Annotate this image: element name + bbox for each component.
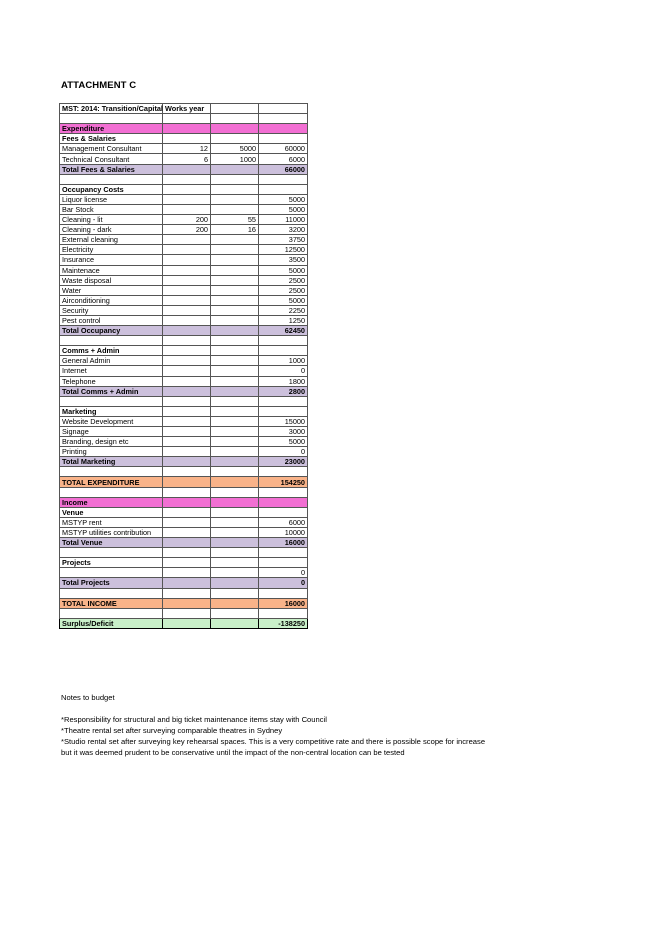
value-cell	[163, 315, 211, 325]
value-cell	[163, 527, 211, 537]
value-cell: 5000	[259, 437, 308, 447]
row-label-cell: Projects	[60, 558, 163, 568]
row-label-cell: Insurance	[60, 255, 163, 265]
row-label-cell: Total Venue	[60, 538, 163, 548]
value-cell: 5000	[211, 144, 259, 154]
row-label-cell: Cleaning - dark	[60, 225, 163, 235]
value-cell	[259, 487, 308, 497]
value-cell	[163, 134, 211, 144]
row-label-cell: General Admin	[60, 356, 163, 366]
value-cell	[211, 598, 259, 608]
table-row	[60, 285, 308, 295]
row-label-cell: External cleaning	[60, 235, 163, 245]
value-cell	[211, 174, 259, 184]
value-cell	[163, 366, 211, 376]
row-label-cell: Security	[60, 305, 163, 315]
value-cell	[163, 275, 211, 285]
row-label-cell	[60, 336, 163, 346]
table-row	[60, 568, 308, 578]
value-cell	[163, 174, 211, 184]
value-cell: 1000	[211, 154, 259, 164]
value-cell	[163, 457, 211, 467]
value-cell	[211, 336, 259, 346]
table-row	[60, 396, 308, 406]
value-cell: 6000	[259, 154, 308, 164]
table-row	[60, 366, 308, 376]
value-cell	[163, 416, 211, 426]
table-row	[60, 245, 308, 255]
value-cell	[259, 507, 308, 517]
value-cell	[163, 477, 211, 487]
table-row	[60, 255, 308, 265]
value-cell	[163, 396, 211, 406]
value-cell: 1800	[259, 376, 308, 386]
value-cell	[259, 497, 308, 507]
value-cell: 16000	[259, 538, 308, 548]
row-label-cell: Technical Consultant	[60, 154, 163, 164]
table-row	[60, 134, 308, 144]
value-cell	[211, 578, 259, 588]
row-label-cell	[60, 487, 163, 497]
value-cell	[211, 356, 259, 366]
row-label-cell: Income	[60, 497, 163, 507]
table-row	[60, 275, 308, 285]
value-cell	[163, 285, 211, 295]
table-row	[60, 174, 308, 184]
table-row	[60, 598, 308, 608]
value-cell	[163, 548, 211, 558]
table-row	[60, 356, 308, 366]
value-cell	[163, 326, 211, 336]
row-label-cell: Airconditioning	[60, 295, 163, 305]
value-cell	[211, 305, 259, 315]
row-label-cell: Maintenace	[60, 265, 163, 275]
value-cell: 62450	[259, 326, 308, 336]
table-row	[60, 164, 308, 174]
row-label-cell: Water	[60, 285, 163, 295]
value-cell: 55	[211, 215, 259, 225]
table-row	[60, 507, 308, 517]
row-label-cell: MST: 2014: Transition/Capital Works year	[60, 104, 163, 114]
value-cell	[211, 326, 259, 336]
value-cell: 12	[163, 144, 211, 154]
table-row	[60, 204, 308, 214]
row-label-cell: Total Projects	[60, 578, 163, 588]
row-label-cell: Marketing	[60, 406, 163, 416]
value-cell	[211, 194, 259, 204]
value-cell	[163, 305, 211, 315]
value-cell	[211, 114, 259, 124]
value-cell	[259, 558, 308, 568]
value-cell	[211, 588, 259, 598]
row-label-cell: Total Comms + Admin	[60, 386, 163, 396]
row-label-cell: Total Marketing	[60, 457, 163, 467]
value-cell	[211, 568, 259, 578]
table-row	[60, 184, 308, 194]
value-cell	[211, 255, 259, 265]
value-cell	[163, 184, 211, 194]
value-cell	[259, 104, 308, 114]
value-cell: 6000	[259, 517, 308, 527]
table-row	[60, 588, 308, 598]
value-cell: 66000	[259, 164, 308, 174]
table-row	[60, 548, 308, 558]
value-cell	[163, 427, 211, 437]
value-cell	[211, 517, 259, 527]
row-label-cell: Total Occupancy	[60, 326, 163, 336]
note-line: but it was deemed prudent to be conservative until the impact of the non-central location can be tested	[61, 748, 405, 757]
value-cell	[163, 406, 211, 416]
value-cell	[211, 477, 259, 487]
value-cell	[163, 467, 211, 477]
value-cell	[163, 295, 211, 305]
value-cell	[211, 386, 259, 396]
note-line: *Studio rental set after surveying key rehearsal spaces. This is a very competitive rate and there is possible scope for increase	[61, 737, 486, 746]
value-cell	[163, 194, 211, 204]
value-cell	[163, 447, 211, 457]
table-row	[60, 497, 308, 507]
value-cell: 5000	[259, 265, 308, 275]
value-cell	[259, 467, 308, 477]
row-label-cell: Fees & Salaries	[60, 134, 163, 144]
row-label-cell	[60, 588, 163, 598]
value-cell	[211, 265, 259, 275]
value-cell	[211, 406, 259, 416]
row-label-cell: Branding, design etc	[60, 437, 163, 447]
value-cell	[211, 235, 259, 245]
row-label-cell: Comms + Admin	[60, 346, 163, 356]
value-cell	[211, 497, 259, 507]
row-label-cell: Occupancy Costs	[60, 184, 163, 194]
value-cell	[211, 285, 259, 295]
table-row	[60, 406, 308, 416]
value-cell: 6	[163, 154, 211, 164]
table-row	[60, 457, 308, 467]
value-cell: 3500	[259, 255, 308, 265]
row-label-cell: Total Fees & Salaries	[60, 164, 163, 174]
value-cell	[163, 487, 211, 497]
note-line: *Theatre rental set after surveying comparable theatres in Sydney	[61, 726, 283, 735]
value-cell	[259, 184, 308, 194]
table-row	[60, 225, 308, 235]
value-cell	[211, 346, 259, 356]
table-row	[60, 578, 308, 588]
value-cell	[163, 558, 211, 568]
table-row	[60, 487, 308, 497]
table-row	[60, 144, 308, 154]
table-row	[60, 215, 308, 225]
row-label-cell: Surplus/Deficit	[60, 618, 163, 628]
value-cell	[259, 608, 308, 618]
value-cell	[211, 618, 259, 628]
table-row	[60, 608, 308, 618]
value-cell: -138250	[259, 618, 308, 628]
value-cell	[163, 437, 211, 447]
value-cell: 16	[211, 225, 259, 235]
value-cell	[211, 437, 259, 447]
value-cell	[163, 497, 211, 507]
value-cell: 1000	[259, 356, 308, 366]
value-cell	[259, 336, 308, 346]
value-cell	[211, 275, 259, 285]
value-cell: 0	[259, 447, 308, 457]
value-cell	[259, 134, 308, 144]
value-cell	[163, 114, 211, 124]
value-cell	[163, 346, 211, 356]
table-row	[60, 517, 308, 527]
value-cell	[211, 376, 259, 386]
table-row	[60, 416, 308, 426]
row-label-cell	[60, 608, 163, 618]
row-label-cell: Printing	[60, 447, 163, 457]
value-cell: 23000	[259, 457, 308, 467]
value-cell: 3000	[259, 427, 308, 437]
value-cell: 12500	[259, 245, 308, 255]
value-cell	[259, 174, 308, 184]
value-cell: 200	[163, 225, 211, 235]
value-cell	[163, 608, 211, 618]
value-cell: 15000	[259, 416, 308, 426]
value-cell: 5000	[259, 204, 308, 214]
value-cell	[163, 336, 211, 346]
row-label-cell: Telephone	[60, 376, 163, 386]
row-label-cell	[60, 568, 163, 578]
budget-table	[59, 103, 308, 629]
value-cell: 5000	[259, 194, 308, 204]
table-row	[60, 346, 308, 356]
row-label-cell	[60, 467, 163, 477]
row-label-cell: Expenditure	[60, 124, 163, 134]
value-cell	[211, 416, 259, 426]
value-cell	[211, 527, 259, 537]
row-label-cell: Electricity	[60, 245, 163, 255]
notes-heading: Notes to budget	[61, 693, 115, 702]
value-cell	[163, 235, 211, 245]
row-label-cell: Website Development	[60, 416, 163, 426]
value-cell	[211, 134, 259, 144]
value-cell	[211, 467, 259, 477]
value-cell: 1250	[259, 315, 308, 325]
value-cell	[163, 568, 211, 578]
table-row	[60, 235, 308, 245]
row-label-cell: Pest control	[60, 315, 163, 325]
value-cell: 16000	[259, 598, 308, 608]
row-label-cell	[60, 396, 163, 406]
row-label-cell: Cleaning - lit	[60, 215, 163, 225]
value-cell	[211, 548, 259, 558]
value-cell	[211, 538, 259, 548]
value-cell	[163, 376, 211, 386]
table-row	[60, 315, 308, 325]
table-row	[60, 336, 308, 346]
value-cell	[259, 124, 308, 134]
value-cell	[211, 124, 259, 134]
value-cell: 2500	[259, 275, 308, 285]
value-cell	[163, 164, 211, 174]
table-row	[60, 558, 308, 568]
note-line: *Responsibility for structural and big ticket maintenance items stay with Council	[61, 715, 327, 724]
row-label-cell: Management Consultant	[60, 144, 163, 154]
value-cell	[163, 245, 211, 255]
value-cell	[163, 124, 211, 134]
value-cell	[163, 265, 211, 275]
value-cell: 2250	[259, 305, 308, 315]
attachment-title: ATTACHMENT C	[61, 80, 137, 91]
value-cell	[211, 245, 259, 255]
table-row	[60, 467, 308, 477]
value-cell: 5000	[259, 295, 308, 305]
value-cell: 11000	[259, 215, 308, 225]
table-row	[60, 437, 308, 447]
value-cell	[211, 447, 259, 457]
row-label-cell: Bar Stock	[60, 204, 163, 214]
table-row	[60, 265, 308, 275]
table-row	[60, 124, 308, 134]
value-cell	[211, 104, 259, 114]
value-cell: 0	[259, 568, 308, 578]
value-cell: 154250	[259, 477, 308, 487]
value-cell: 10000	[259, 527, 308, 537]
value-cell	[211, 487, 259, 497]
value-cell	[163, 507, 211, 517]
value-cell	[259, 406, 308, 416]
value-cell	[211, 457, 259, 467]
table-row	[60, 447, 308, 457]
row-label-cell: Venue	[60, 507, 163, 517]
value-cell: 0	[259, 578, 308, 588]
row-label-cell: Signage	[60, 427, 163, 437]
table-row	[60, 618, 308, 628]
value-cell	[163, 538, 211, 548]
value-cell	[163, 517, 211, 527]
value-cell	[211, 295, 259, 305]
value-cell	[163, 204, 211, 214]
value-cell: 200	[163, 215, 211, 225]
value-cell: 2500	[259, 285, 308, 295]
row-label-cell: MSTYP utilities contribution	[60, 527, 163, 537]
row-label-cell	[60, 548, 163, 558]
value-cell	[211, 558, 259, 568]
value-cell: 2800	[259, 386, 308, 396]
row-label-cell: Internet	[60, 366, 163, 376]
value-cell	[211, 164, 259, 174]
value-cell	[163, 618, 211, 628]
value-cell	[163, 598, 211, 608]
table-row	[60, 295, 308, 305]
value-cell	[163, 356, 211, 366]
row-label-cell: Liquor license	[60, 194, 163, 204]
row-label-cell: Waste disposal	[60, 275, 163, 285]
row-label-cell: TOTAL INCOME	[60, 598, 163, 608]
value-cell	[163, 255, 211, 265]
value-cell	[211, 396, 259, 406]
value-cell	[211, 184, 259, 194]
value-cell	[259, 588, 308, 598]
table-row	[60, 104, 308, 114]
value-cell: 3200	[259, 225, 308, 235]
value-cell	[259, 346, 308, 356]
value-cell	[259, 396, 308, 406]
row-label-cell	[60, 174, 163, 184]
row-label-cell	[60, 114, 163, 124]
table-row	[60, 114, 308, 124]
value-cell	[211, 507, 259, 517]
value-cell	[211, 608, 259, 618]
value-cell	[211, 427, 259, 437]
budget-notes	[61, 692, 531, 758]
value-cell: 60000	[259, 144, 308, 154]
table-row	[60, 154, 308, 164]
value-cell	[211, 366, 259, 376]
row-label-cell: TOTAL EXPENDITURE	[60, 477, 163, 487]
table-row	[60, 194, 308, 204]
table-row	[60, 376, 308, 386]
table-row	[60, 427, 308, 437]
value-cell	[211, 315, 259, 325]
table-row	[60, 477, 308, 487]
table-row	[60, 386, 308, 396]
value-cell	[259, 548, 308, 558]
value-cell	[211, 204, 259, 214]
table-row	[60, 305, 308, 315]
value-cell	[259, 114, 308, 124]
table-row	[60, 527, 308, 537]
value-cell	[163, 588, 211, 598]
value-cell	[163, 386, 211, 396]
value-cell	[163, 578, 211, 588]
table-row	[60, 326, 308, 336]
value-cell: 3750	[259, 235, 308, 245]
table-row	[60, 538, 308, 548]
row-label-cell: MSTYP rent	[60, 517, 163, 527]
value-cell: 0	[259, 366, 308, 376]
